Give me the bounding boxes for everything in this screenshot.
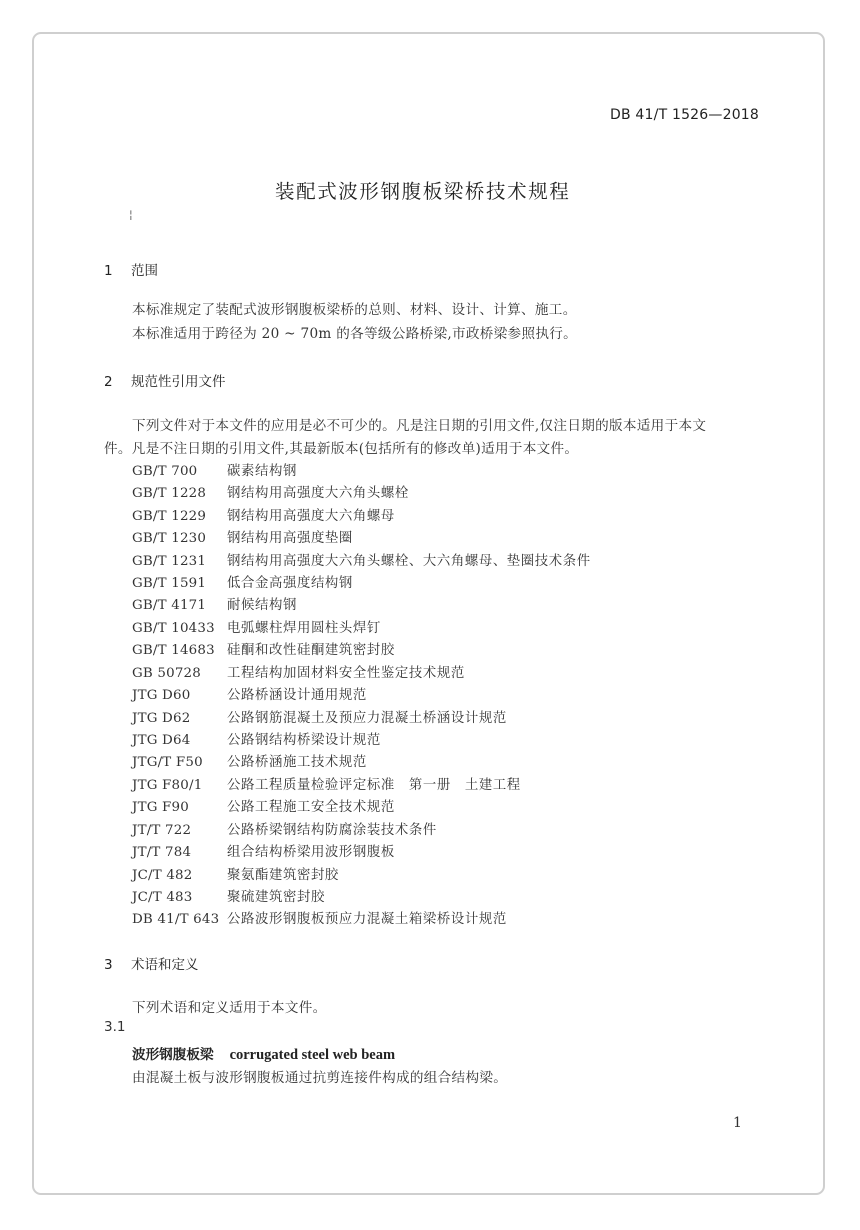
reference-code: GB/T 1230 [132,531,207,546]
reference-item [132,662,465,681]
paragraph: 件。凡是不注日期的引用文件,其最新版本(包括所有的修改单)适用于本文件。 [104,441,579,457]
reference-code: GB/T 1228 [132,486,207,501]
reference-code: GB/T 1229 [132,509,207,524]
reference-item [132,707,507,726]
reference-name: 钢结构用高强度大六角头螺栓 [227,486,409,501]
reference-name: 钢结构用高强度大六角螺母 [227,509,395,524]
reference-code: GB 50728 [132,666,201,681]
reference-name: 公路桥涵设计通用规范 [227,688,367,703]
term-definition: 由混凝土板与波形钢腹板通过抗剪连接件构成的组合结构梁。 [132,1070,508,1086]
reference-name: 低合金高强度结构钢 [227,576,353,591]
reference-item [132,527,353,546]
section-3-heading [104,953,199,973]
reference-item [132,594,297,613]
reference-name: 公路钢筋混凝土及预应力混凝土桥涵设计规范 [227,711,507,726]
section-number: 2 [104,374,113,390]
reference-code: JC/T 482 [132,868,193,883]
reference-name: 硅酮和改性硅酮建筑密封胶 [227,643,395,658]
reference-code: JTG/T F50 [132,755,203,770]
reference-item [132,460,297,479]
section-title: 规范性引用文件 [131,374,226,390]
reference-item [132,886,325,905]
reference-item [132,482,409,501]
reference-item [132,864,339,883]
reference-code: JTG D62 [132,711,191,726]
reference-name: 电弧螺柱焊用圆柱头焊钉 [227,621,381,636]
paragraph: 本标准适用于跨径为 20 ~ 70m 的各等级公路桥梁,市政桥梁参照执行。 [132,326,578,342]
reference-code: JTG F90 [132,800,189,815]
reference-item [132,550,591,569]
reference-code: GB/T 4171 [132,598,207,613]
reference-code: DB 41/T 643 [132,912,220,927]
reference-name: 公路工程施工安全技术规范 [227,800,395,815]
reference-code: GB/T 14683 [132,643,215,658]
reference-item [132,617,381,636]
reference-name: 聚氨酯建筑密封胶 [227,868,339,883]
reference-code: GB/T 10433 [132,621,215,636]
reference-name: 组合结构桥梁用波形钢腹板 [227,845,395,860]
reference-item [132,819,437,838]
reference-item [132,639,395,658]
reference-item [132,729,381,748]
page-number: 1 [733,1115,742,1131]
reference-name: 钢结构用高强度垫圈 [227,531,353,546]
reference-item [132,505,395,524]
reference-code: JTG D64 [132,733,191,748]
reference-item [132,908,507,927]
paragraph: 本标准规定了装配式波形钢腹板梁桥的总则、材料、设计、计算、施工。 [132,302,577,318]
reference-code: JC/T 483 [132,890,193,905]
reference-code: JTG D60 [132,688,191,703]
reference-name: 公路桥梁钢结构防腐涂装技术条件 [227,823,437,838]
reference-item [132,796,395,815]
reference-code: GB/T 1591 [132,576,207,591]
paragraph: 下列文件对于本文件的应用是必不可少的。凡是注日期的引用文件,仅注日期的版本适用于本文 [132,418,707,434]
section-title: 范围 [131,263,158,279]
reference-code: JT/T 722 [132,823,192,838]
reference-code: JT/T 784 [132,845,192,860]
term-heading [132,1043,395,1064]
document-title: 装配式波形钢腹板梁桥技术规程 [275,180,571,203]
reference-code: GB/T 1231 [132,554,207,569]
reference-name: 公路工程质量检验评定标准 第一册 土建工程 [227,778,521,793]
reference-name: 工程结构加固材料安全性鉴定技术规范 [227,666,465,681]
reference-item [132,572,353,591]
document-page [32,32,825,1195]
reference-name: 钢结构用高强度大六角头螺栓、大六角螺母、垫圈技术条件 [227,554,591,569]
reference-item [132,684,367,703]
section-number: 1 [104,263,113,279]
term-chinese: 波形钢腹板梁 [132,1047,214,1063]
section-number: 3 [104,957,113,973]
section-2-heading [104,370,226,390]
term-english: corrugated steel web beam [229,1047,396,1063]
reference-item [132,751,367,770]
reference-code: JTG F80/1 [132,778,203,793]
term-number: 3.1 [104,1019,126,1035]
section-title: 术语和定义 [131,957,199,973]
reference-name: 公路钢结构桥梁设计规范 [227,733,381,748]
reference-name: 聚硫建筑密封胶 [227,890,325,905]
reference-name: 公路波形钢腹板预应力混凝土箱梁桥设计规范 [227,912,507,927]
paragraph: 下列术语和定义适用于本文件。 [132,1000,327,1016]
reference-name: 耐候结构钢 [227,598,297,613]
reference-item [132,774,521,793]
margin-mark: ¦ [129,208,133,221]
reference-code: GB/T 700 [132,464,198,479]
reference-name: 碳素结构钢 [227,464,297,479]
reference-name: 公路桥涵施工技术规范 [227,755,367,770]
standard-code: DB 41/T 1526—2018 [610,107,760,123]
reference-item [132,841,395,860]
section-1-heading [104,259,158,279]
